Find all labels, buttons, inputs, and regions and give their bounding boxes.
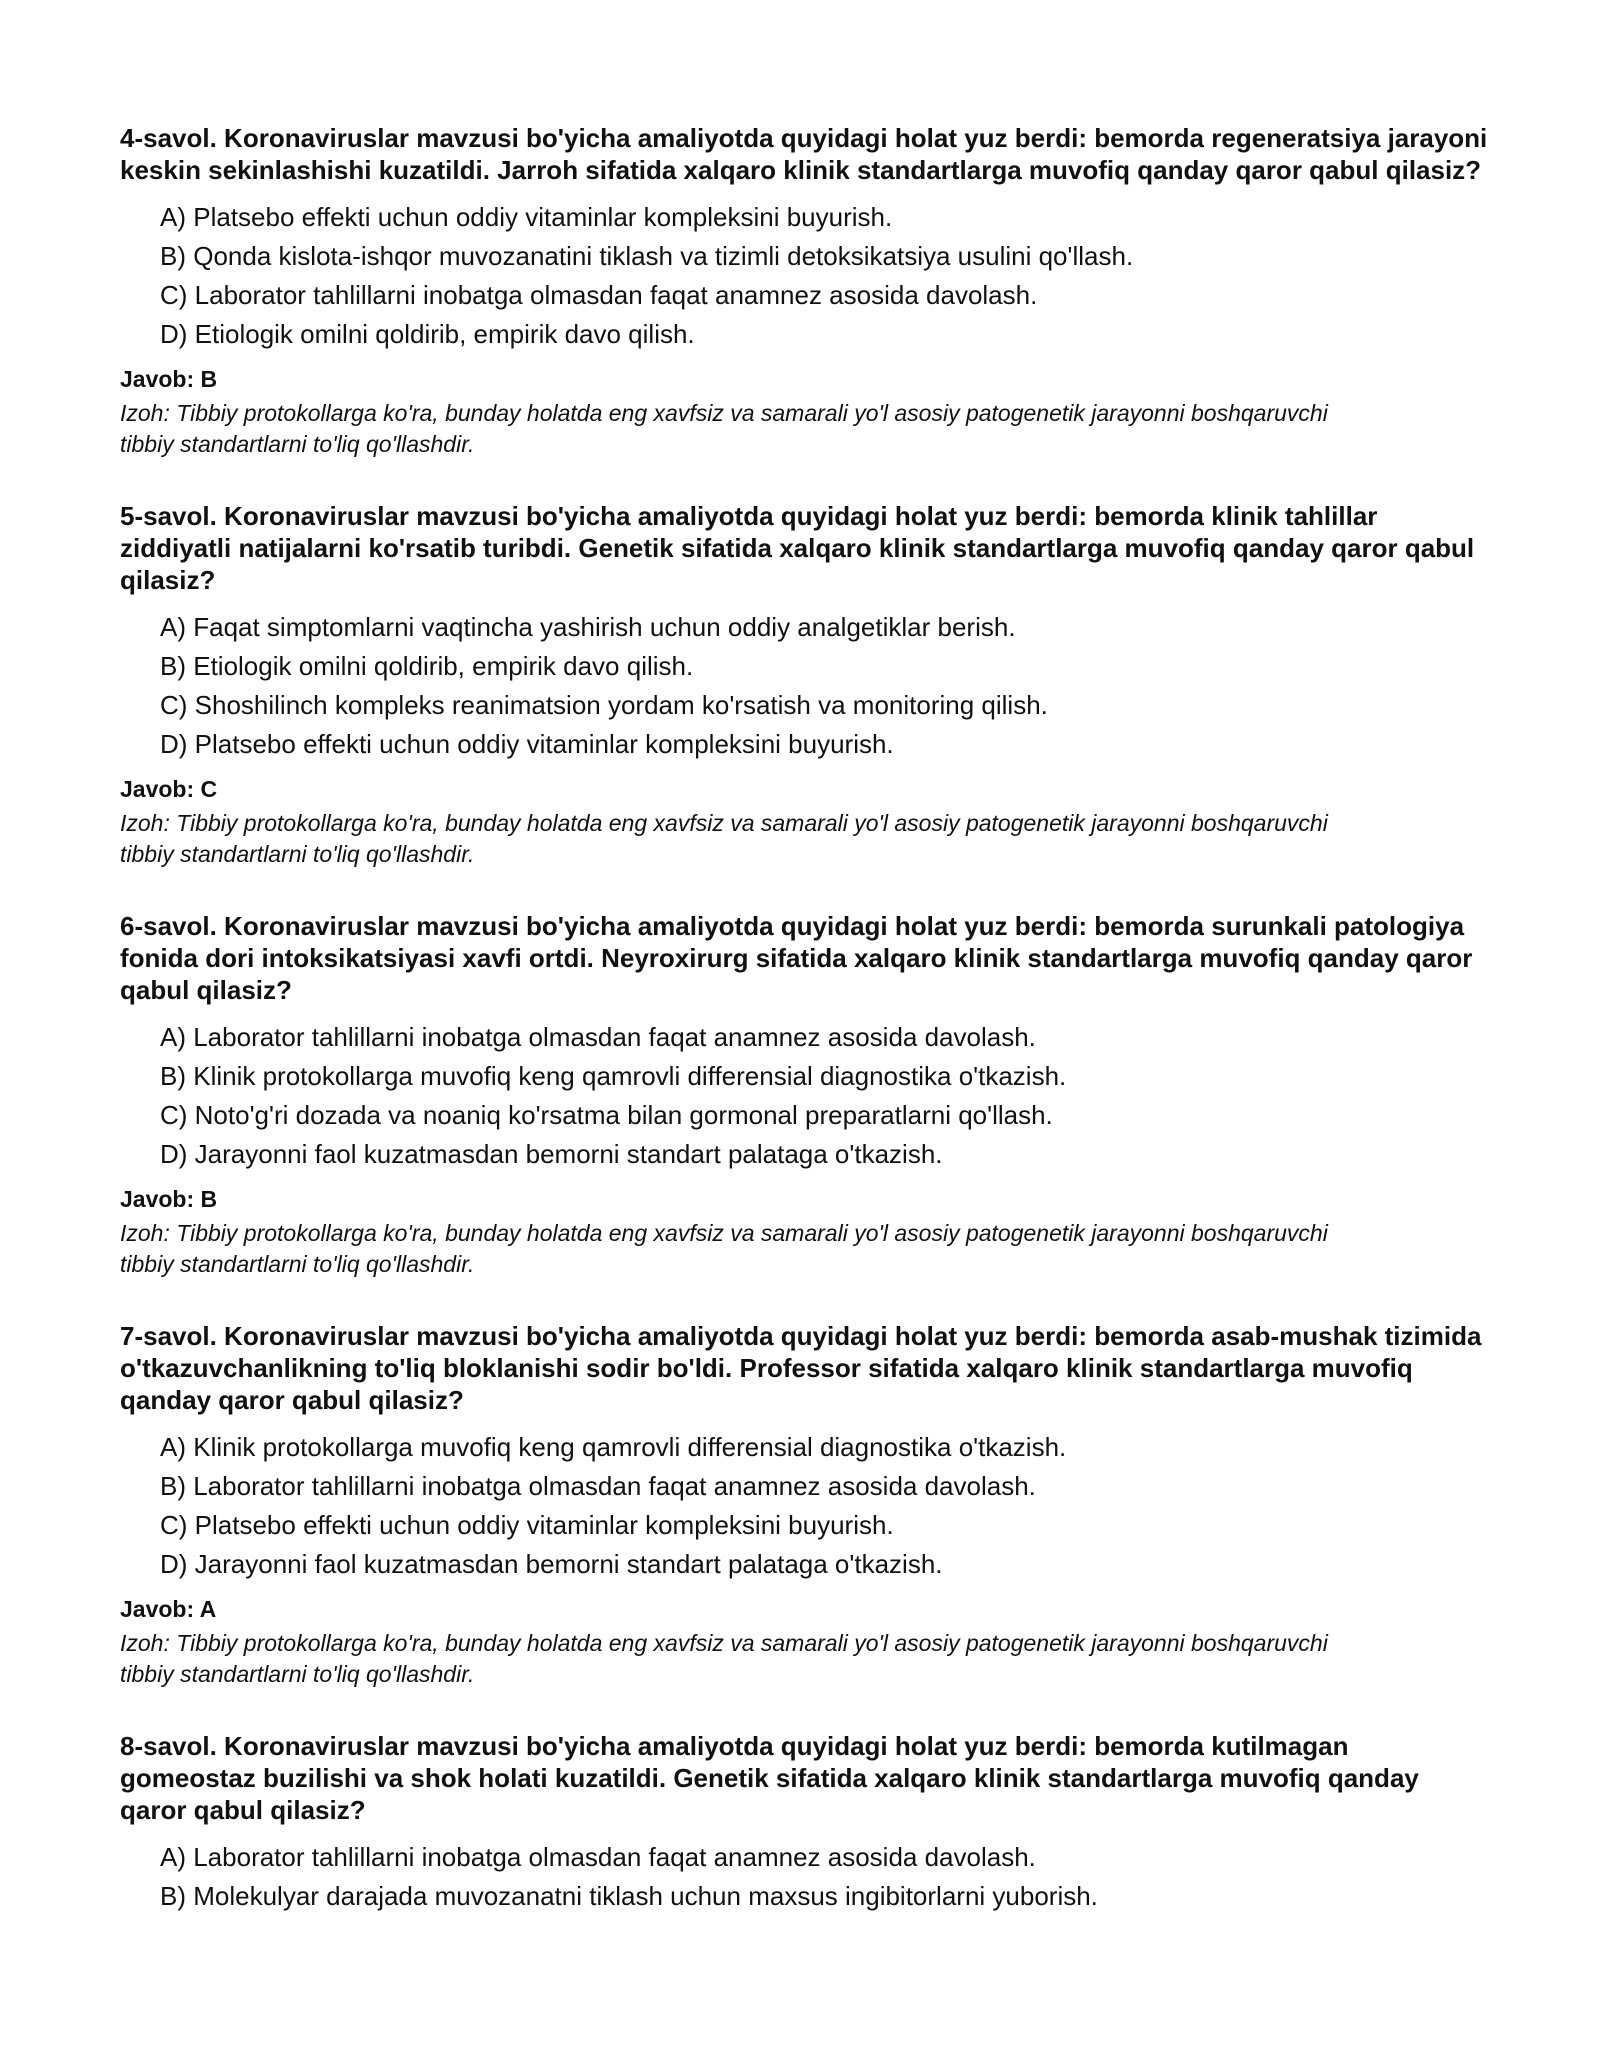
answer: Javob: B (120, 1186, 218, 1212)
options-list (120, 1018, 1490, 1174)
option-d: D) Jarayonni faol kuzatmasdan bemorni standart palataga o'tkazish. (160, 1139, 943, 1169)
option-a: A) Platsebo effekti uchun oddiy vitaminlar kompleksini buyurish. (160, 202, 893, 232)
answer: Javob: A (120, 1596, 217, 1622)
option-d: D) Platsebo effekti uchun oddiy vitaminlar kompleksini buyurish. (160, 729, 894, 759)
options-list (120, 608, 1490, 764)
explanation-note: Izoh: Tibbiy protokollarga ko'ra, bunday holatda eng xavfsiz va samarali yo'l asosiy patogenetik jarayonni boshqaruvchi tibbiy standartlarni to'liq qo'llashdir. (120, 400, 1328, 457)
option-a: A) Faqat simptomlarni vaqtincha yashirish uchun oddiy analgetiklar berish. (160, 612, 1016, 642)
option-b: B) Etiologik omilni qoldirib, empirik davo qilish. (160, 651, 694, 681)
question-text: 6-savol. Koronaviruslar mavzusi bo'yicha amaliyotda quyidagi holat yuz berdi: bemorda surunkali patologiya fonida dori intoksikatsiyasi xavfi ortdi. Neyroxirurg sifatida xalqaro klinik standartlarga muvofiq qanday qaror qabul qilasiz? (120, 911, 1473, 1005)
option-c: C) Platsebo effekti uchun oddiy vitaminlar kompleksini buyurish. (160, 1510, 894, 1540)
explanation-note: Izoh: Tibbiy protokollarga ko'ra, bunday holatda eng xavfsiz va samarali yo'l asosiy patogenetik jarayonni boshqaruvchi tibbiy standartlarni to'liq qo'llashdir. (120, 810, 1328, 867)
question-text: 4-savol. Koronaviruslar mavzusi bo'yicha amaliyotda quyidagi holat yuz berdi: bemorda regeneratsiya jarayoni keskin sekinlashishi kuzatildi. Jarroh sifatida xalqaro klinik standartlarga muvofiq qanday qaror qabul qilasiz? (120, 123, 1488, 185)
option-a: A) Laborator tahlillarni inobatga olmasdan faqat anamnez asosida davolash. (160, 1022, 1036, 1052)
options-list (120, 1428, 1490, 1584)
question-block (120, 500, 1490, 870)
option-b: B) Molekulyar darajada muvozanatni tiklash uchun maxsus ingibitorlarni yuborish. (160, 1881, 1098, 1911)
question-text: 7-savol. Koronaviruslar mavzusi bo'yicha amaliyotda quyidagi holat yuz berdi: bemorda asab-mushak tizimida o'tkazuvchanlikning to'liq bloklanishi sodir bo'ldi. Professor sifatida xalqaro klinik standartlarga muvofiq qanday qaror qabul qilasiz? (120, 1321, 1482, 1415)
question-block (120, 1730, 1490, 1916)
question-block (120, 910, 1490, 1280)
question-text: 5-savol. Koronaviruslar mavzusi bo'yicha amaliyotda quyidagi holat yuz berdi: bemorda klinik tahlillar ziddiyatli natijalarni ko'rsatib turibdi. Genetik sifatida xalqaro klinik standartlarga muvofiq qanday qaror qabul qilasiz? (120, 501, 1475, 595)
options-list (120, 1838, 1490, 1916)
options-list (120, 198, 1490, 354)
explanation-note: Izoh: Tibbiy protokollarga ko'ra, bunday holatda eng xavfsiz va samarali yo'l asosiy patogenetik jarayonni boshqaruvchi tibbiy standartlarni to'liq qo'llashdir. (120, 1220, 1328, 1277)
option-c: C) Noto'g'ri dozada va noaniq ko'rsatma bilan gormonal preparatlarni qo'llash. (160, 1100, 1053, 1130)
option-b: B) Qonda kislota-ishqor muvozanatini tiklash va tizimli detoksikatsiya usulini qo'llash. (160, 241, 1134, 271)
option-c: C) Shoshilinch kompleks reanimatsion yordam ko'rsatish va monitoring qilish. (160, 690, 1048, 720)
explanation-note: Izoh: Tibbiy protokollarga ko'ra, bunday holatda eng xavfsiz va samarali yo'l asosiy patogenetik jarayonni boshqaruvchi tibbiy standartlarni to'liq qo'llashdir. (120, 1630, 1328, 1687)
question-text: 8-savol. Koronaviruslar mavzusi bo'yicha amaliyotda quyidagi holat yuz berdi: bemorda kutilmagan gomeostaz buzilishi va shok holati kuzatildi. Genetik sifatida xalqaro klinik standartlarga muvofiq qanday qaror qabul qilasiz? (120, 1731, 1419, 1825)
option-a: A) Klinik protokollarga muvofiq keng qamrovli differensial diagnostika o'tkazish. (160, 1432, 1067, 1462)
question-block (120, 1320, 1490, 1690)
option-a: A) Laborator tahlillarni inobatga olmasdan faqat anamnez asosida davolash. (160, 1842, 1036, 1872)
option-d: D) Etiologik omilni qoldirib, empirik davo qilish. (160, 319, 695, 349)
option-b: B) Laborator tahlillarni inobatga olmasdan faqat anamnez asosida davolash. (160, 1471, 1036, 1501)
answer: Javob: B (120, 366, 218, 392)
option-c: C) Laborator tahlillarni inobatga olmasdan faqat anamnez asosida davolash. (160, 280, 1038, 310)
option-b: B) Klinik protokollarga muvofiq keng qamrovli differensial diagnostika o'tkazish. (160, 1061, 1067, 1091)
option-d: D) Jarayonni faol kuzatmasdan bemorni standart palataga o'tkazish. (160, 1549, 943, 1579)
document-page (120, 122, 1490, 1956)
question-block (120, 122, 1490, 460)
answer: Javob: C (120, 776, 218, 802)
